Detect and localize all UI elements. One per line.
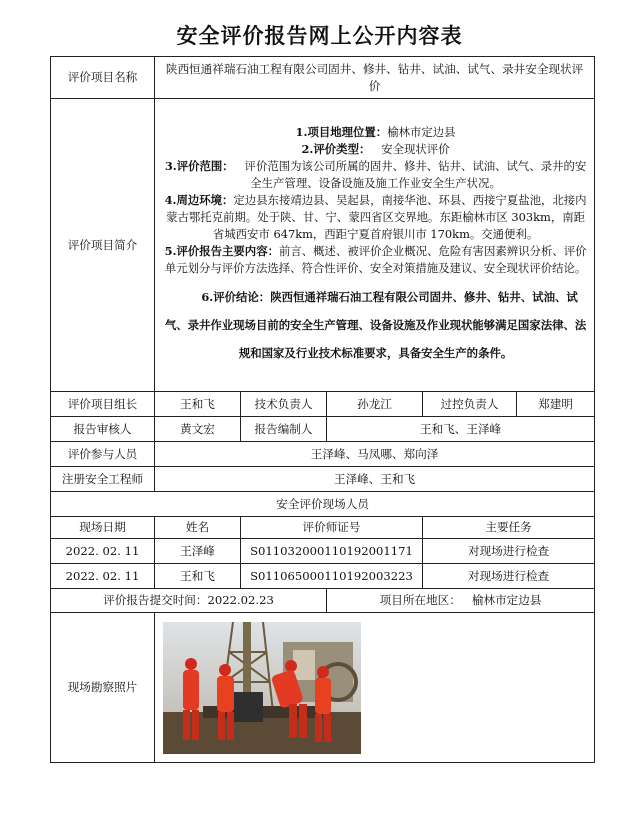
- onsite-task: 对现场进行检查: [423, 539, 595, 564]
- reviewer-value: 黄文宏: [155, 417, 241, 442]
- onsite-header-name: 姓名: [155, 517, 241, 539]
- onsite-cert: S011032000110192001171: [241, 539, 423, 564]
- project-intro-row: [51, 99, 595, 392]
- site-inspection-photo: [163, 622, 361, 754]
- onsite-header-row: [51, 517, 595, 539]
- page-title: 安全评价报告网上公开内容表: [176, 23, 463, 48]
- submit-row: [51, 589, 595, 613]
- onsite-header-cert: 评价师证号: [241, 517, 423, 539]
- engineers-row: [51, 467, 595, 492]
- intro-conclusion: 6.评价结论：陕西恒通祥瑞石油工程有限公司固井、修井、钻井、试油、试气、录井作业现场目前的安全生产管理、设备设施及作业现状能够满足国家法律、法规和国家及行业技术标准要求，具备安全生产的条件。: [164, 289, 587, 360]
- onsite-date: 2022. 02. 11: [51, 564, 155, 589]
- intro-item-location: 1.项目地理位置：榆林市定边县: [295, 124, 456, 139]
- leaders-row: [51, 392, 595, 417]
- leader-label: 评价项目组长: [51, 392, 155, 417]
- table-row: [51, 539, 595, 564]
- onsite-section-row: [51, 492, 595, 517]
- onsite-task: 对现场进行检查: [423, 564, 595, 589]
- disclosure-table: [50, 56, 595, 763]
- reviewer-label: 报告审核人: [51, 417, 155, 442]
- tech-lead-label: 技术负责人: [241, 392, 327, 417]
- onsite-section-title: 安全评价现场人员: [51, 492, 595, 517]
- engineers-label: 注册安全工程师: [51, 467, 155, 492]
- intro-item-environment: 4.周边环境：定边县东接靖边县、吴起县，南接华池、环县、西接宁夏盐池，北接内蒙古鄂托克前期。处于陕、甘、宁、蒙四省区交界地。东距榆林市区 303km，南距省城西安市 647km，西距宁夏首府银川市 170km。交通便利。: [164, 192, 587, 241]
- project-name-label: 评价项目名称: [51, 57, 155, 99]
- onsite-name: 王泽峰: [155, 539, 241, 564]
- onsite-name: 王和飞: [155, 564, 241, 589]
- submit-date-label: 评价报告提交时间：: [103, 593, 208, 607]
- intro-item-content: 5.评价报告主要内容：前言、概述、被评价企业概况、危险有害因素辨识分析、评价单元划分与评价方法选择、符合性评价、安全对策措施及建议、安全现状评价结论。: [164, 243, 587, 275]
- table-row: [51, 564, 595, 589]
- author-label: 报告编制人: [241, 417, 327, 442]
- project-intro-label: 评价项目简介: [51, 99, 155, 392]
- process-lead-value: 郑建明: [517, 392, 595, 417]
- intro-item-type: 2.评价类型： 安全现状评价: [301, 141, 450, 156]
- project-name-row: [51, 57, 595, 99]
- onsite-date: 2022. 02. 11: [51, 539, 155, 564]
- location-label: 项目所在地区：: [379, 593, 461, 607]
- onsite-header-date: 现场日期: [51, 517, 155, 539]
- reviewer-row: [51, 417, 595, 442]
- tech-lead-value: 孙龙江: [327, 392, 423, 417]
- location-value: 榆林市定边县: [471, 593, 542, 607]
- submit-date: [51, 589, 327, 613]
- participants-row: [51, 442, 595, 467]
- photo-row: [51, 613, 595, 763]
- author-value: 王和飞、王泽峰: [327, 417, 595, 442]
- onsite-header-task: 主要任务: [423, 517, 595, 539]
- project-intro-content: [155, 99, 595, 392]
- engineers-value: 王泽峰、王和飞: [155, 467, 595, 492]
- photo-label: 现场勘察照片: [51, 613, 155, 763]
- project-name-value: 陕西恒通祥瑞石油工程有限公司固井、修井、钻井、试油、试气、录井安全现状评价: [155, 57, 595, 99]
- participants-value: 王泽峰、马凤哪、郑向泽: [155, 442, 595, 467]
- process-lead-label: 过控负责人: [423, 392, 517, 417]
- participants-label: 评价参与人员: [51, 442, 155, 467]
- project-location: [327, 589, 595, 613]
- leader-value: 王和飞: [155, 392, 241, 417]
- submit-date-value: 2022.02.23: [207, 593, 274, 607]
- onsite-cert: S011065000110192003223: [241, 564, 423, 589]
- intro-item-scope: 3.评价范围： 评价范围为该公司所属的固井、修井、钻井、试油、试气、录井的安全生产管理、设备设施及施工作业安全生产状况。: [164, 158, 587, 190]
